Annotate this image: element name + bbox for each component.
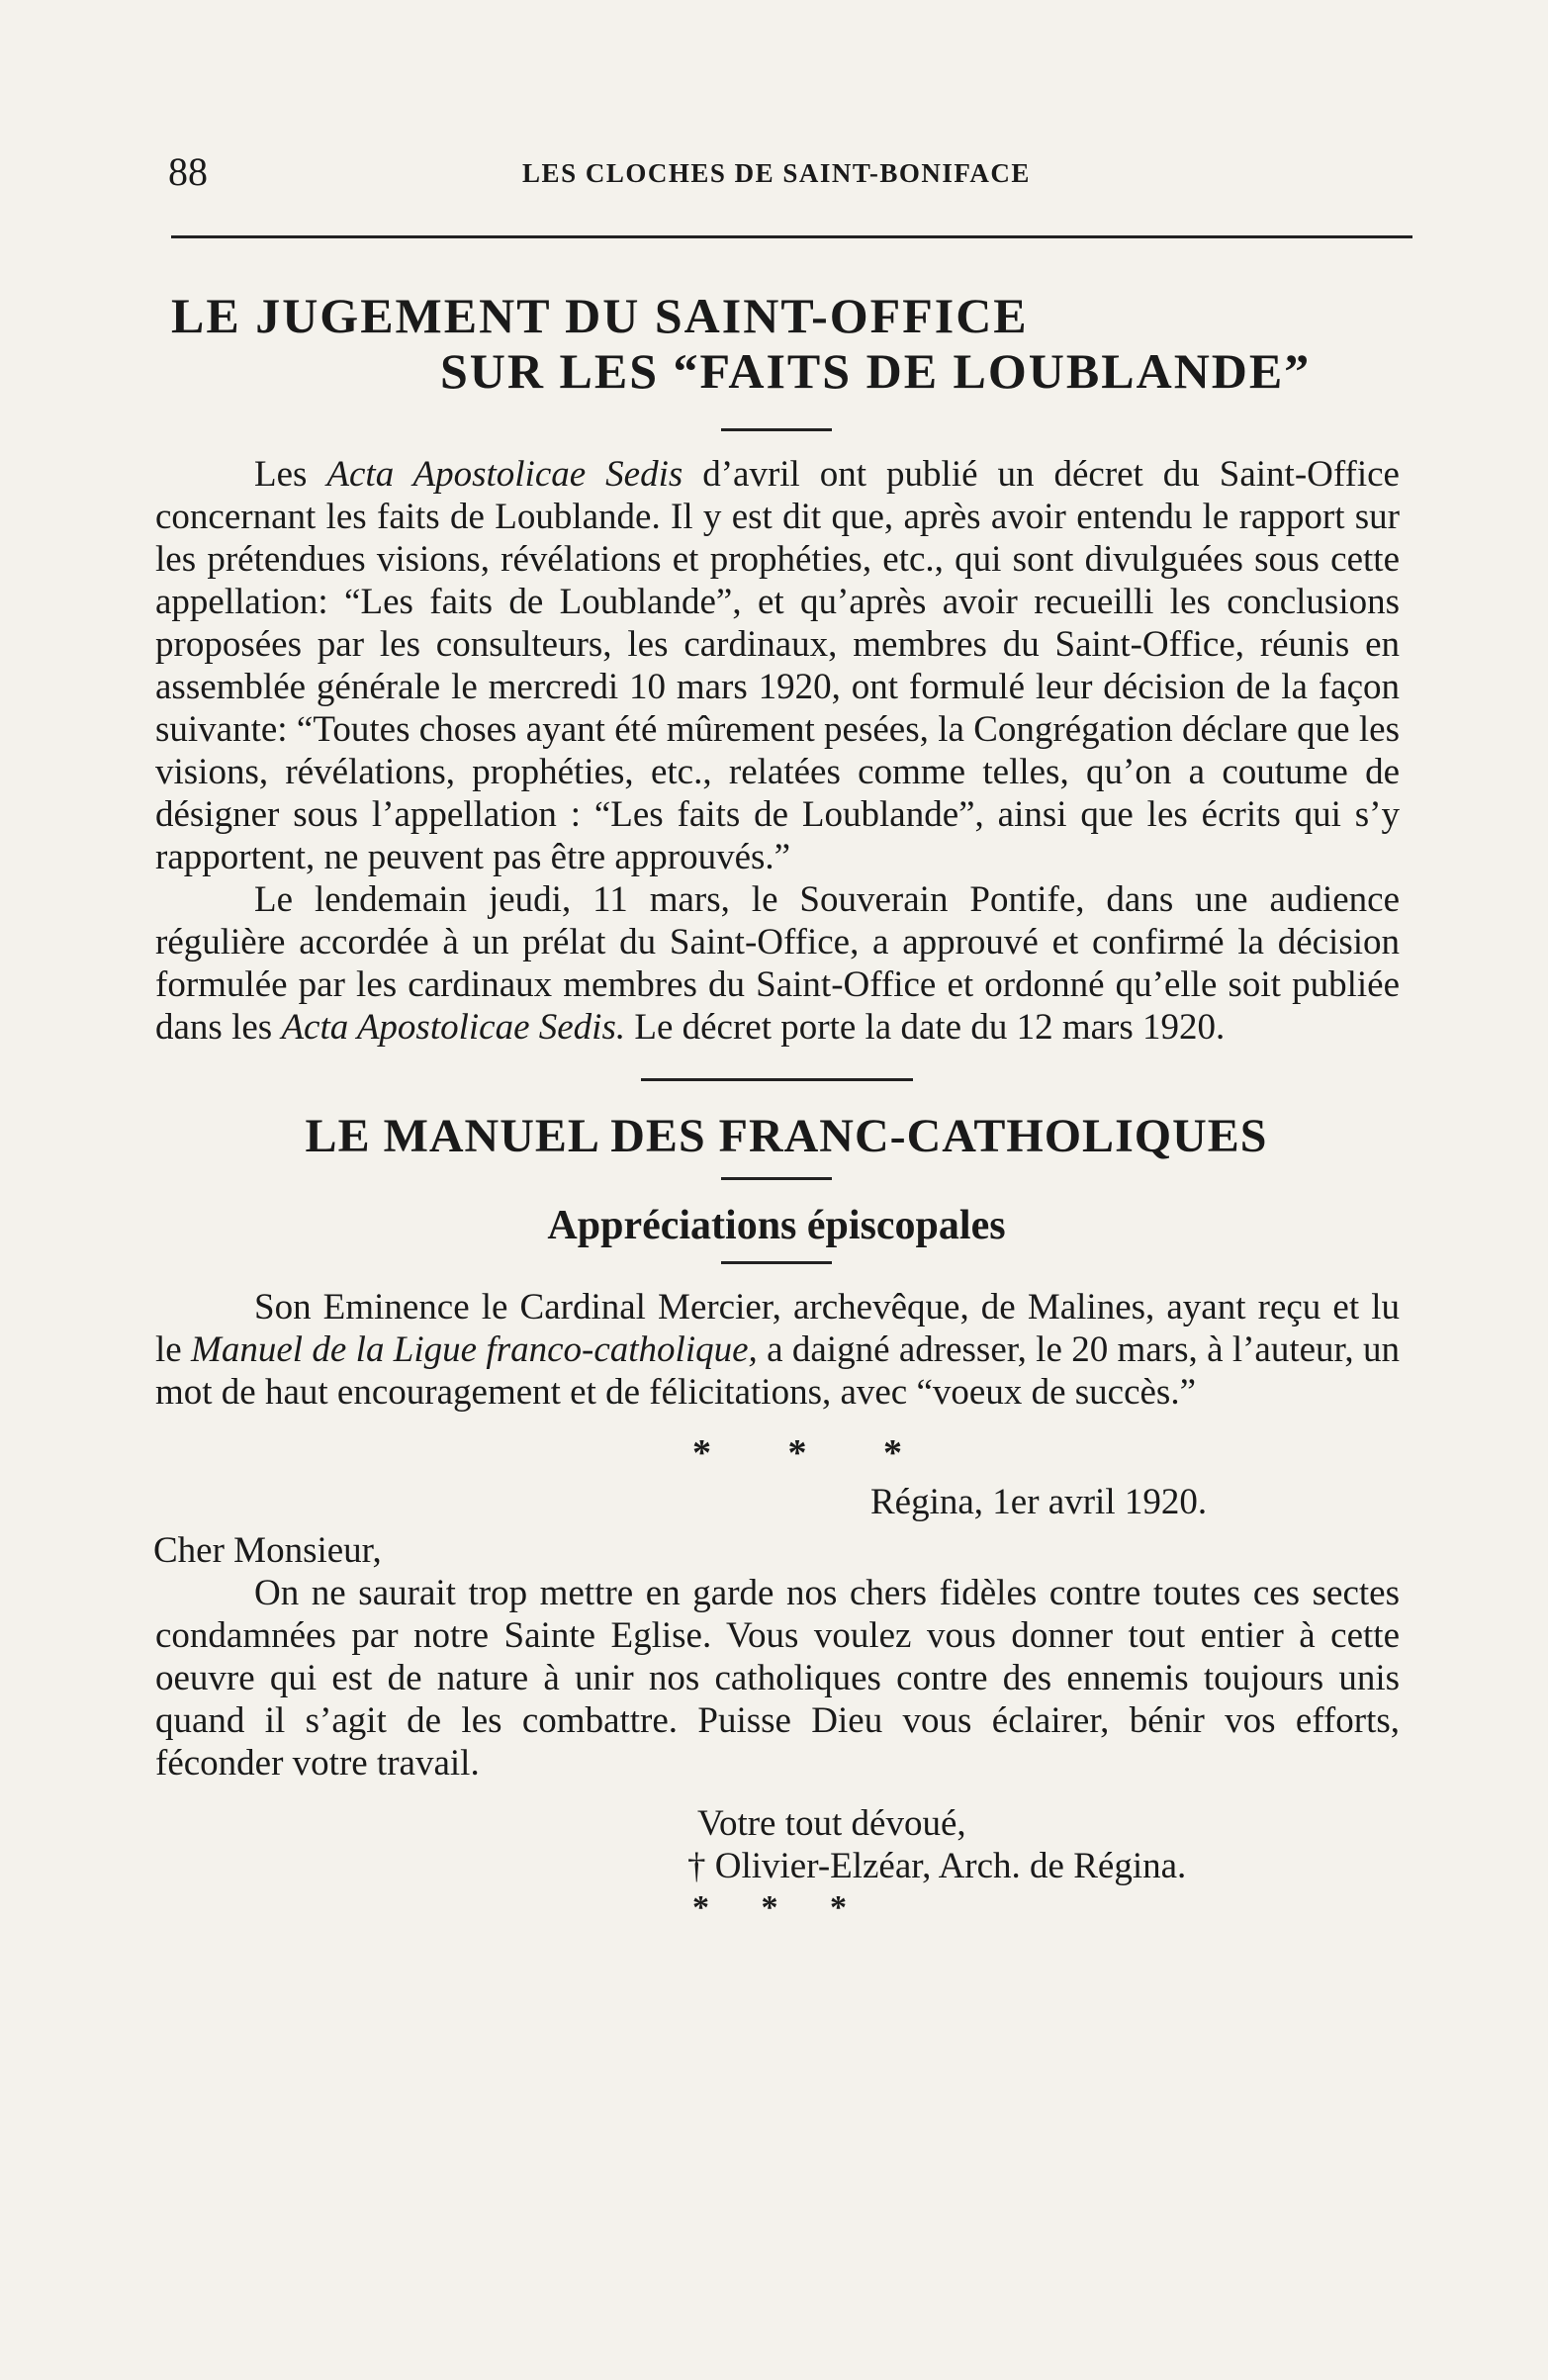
letter-body: On ne saurait trop mettre en garde nos chers fidèles contre toutes ces sectes condamnées par notre Sainte Eglise. Vous voulez vous donner tout entier à cette oeuvre qui est de nature à unir nos catholiques contre des ennemis toujours unis quand il s’agit de les combattre. Puisse Dieu vous éclairer, bénir vos efforts, féconder votre travail.: [155, 1573, 1400, 1784]
letter-signature: † Olivier-Elzéar, Arch. de Régina.: [687, 1846, 1187, 1886]
page: [153, 148, 1400, 1927]
article2-subtitle-rule: [721, 1261, 832, 1264]
article1-title-line1: LE JUGEMENT DU SAINT-OFFICE: [171, 288, 1029, 343]
end-stars: * * *: [692, 1889, 868, 1926]
article1-title-line2: SUR LES “FAITS DE LOUBLANDE”: [440, 343, 1312, 399]
letter-salutation: Cher Monsieur,: [153, 1530, 382, 1571]
article1-paragraph-1: Les Acta Apostolicae Sedis d’avril ont publié un décret du Saint-Office concernant les faits de Loublande. Il y est dit que, après avoir entendu le rapport sur les prétendues visions, révélations et prophéties, etc., qui sont divulguées sous cette appellation: “Les faits de Loublande”, et qu’après avoir recueilli les conclusions proposées par les consulteurs, les cardinaux, membres du Saint-Office, réunis en assemblée générale le mercredi 10 mars 1920, ont formulé leur décision de la façon suivante: “Toutes choses ayant été mûrement pesées, la Congrégation déclare que les visions, révélations, prophéties, etc., relatées comme telles, qu’on a coutume de désigner sous l’appellation : “Les faits de Loublande”, ainsi que les écrits qui s’y rapportent, ne peuvent pas être approuvés.”: [155, 454, 1400, 877]
article2-paragraph-1: Son Eminence le Cardinal Mercier, archevêque, de Malines, ayant reçu et lu le Manuel de la Ligue franco-catholique, a daigné adresser, le 20 mars, à l’auteur, un mot de haut encouragement et de félicitations, avec “voeux de succès.”: [155, 1287, 1400, 1413]
running-header: [153, 148, 1400, 208]
section-rule: [641, 1078, 913, 1081]
acta-title-2: Acta Apostolicae Sedis.: [281, 1007, 626, 1048]
letter-closing: Votre tout dévoué,: [697, 1803, 966, 1844]
section-stars: * * *: [692, 1432, 936, 1474]
letter-dateline: Régina, 1er avril 1920.: [870, 1482, 1208, 1522]
title-rule: [721, 428, 832, 431]
manuel-title: Manuel de la Ligue franco-catholique,: [191, 1329, 758, 1370]
page-number: 88: [168, 149, 208, 194]
running-title: LES CLOCHES DE SAINT-BONIFACE: [522, 158, 1031, 188]
article2-subtitle: Appréciations épiscopales: [547, 1203, 1006, 1248]
article2-title-rule: [721, 1177, 832, 1180]
header-rule: [171, 235, 1412, 238]
acta-title: Acta Apostolicae Sedis: [326, 454, 683, 495]
article1-paragraph-2: Le lendemain jeudi, 11 mars, le Souverain Pontife, dans une audience régulière accordée à un prélat du Saint-Office, a approuvé et confirmé la décision formulée par les cardinaux membres du Saint-Office et ordonné qu’elle soit publiée dans les Acta Apostolicae Sedis. Le décret porte la date du 12 mars 1920.: [155, 879, 1400, 1048]
article2-title: LE MANUEL DES FRANC-CATHOLIQUES: [305, 1110, 1268, 1162]
